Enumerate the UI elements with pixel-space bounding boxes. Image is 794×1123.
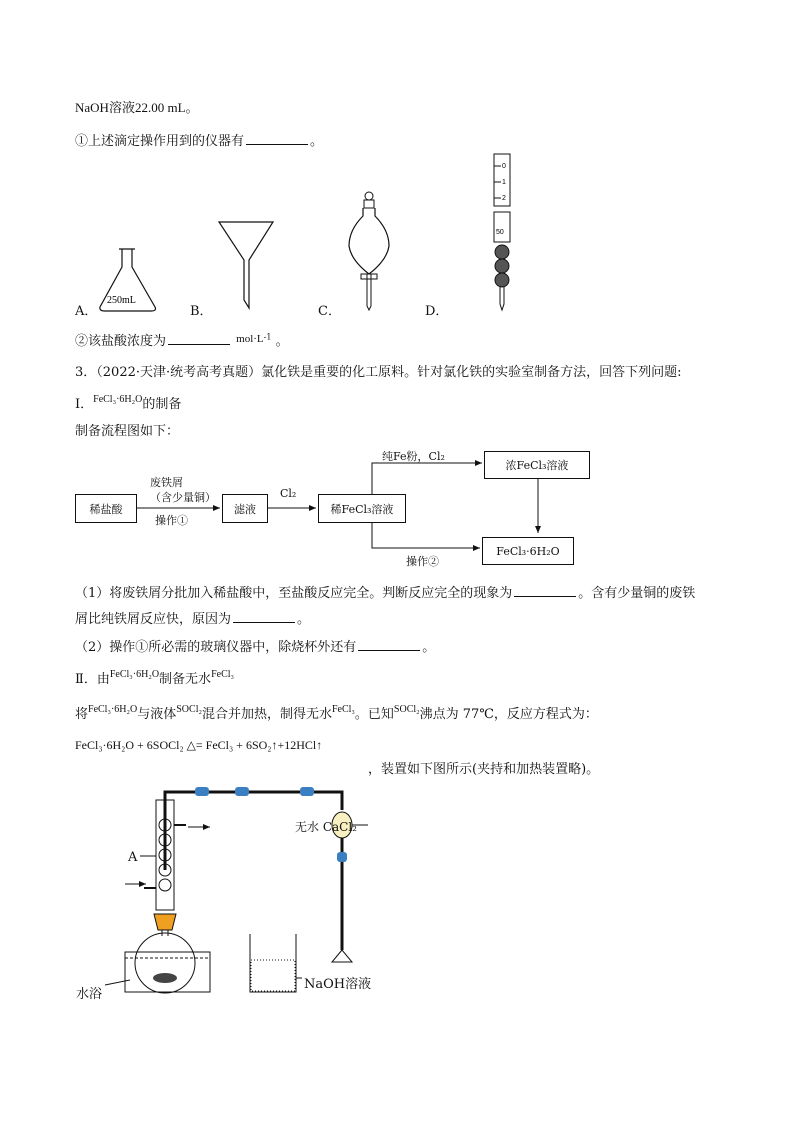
flow-node-dilute-acid: 稀盐酸 — [75, 494, 137, 523]
flow-intro: 制备流程图如下： — [75, 424, 180, 439]
flow-node-filtrate: 滤液 — [222, 494, 268, 523]
answer-blank[interactable] — [168, 332, 230, 345]
question-1-text-b: 。含有少量铜的废铁 — [578, 586, 696, 601]
question-1-text-c: 屑比纯铁屑反应快，原因为 — [75, 612, 232, 627]
section-2-text-b: 制备无水 — [159, 672, 212, 687]
question-1-text-a: （1）将废铁屑分批加入稀盐酸中，至盐酸反应完全。判断反应完全的现象为 — [75, 586, 513, 601]
option-b-label: B． — [190, 304, 213, 319]
answer-blank[interactable] — [233, 610, 295, 623]
line-naoh-volume — [75, 97, 199, 116]
period: 。 — [297, 612, 311, 627]
apparatus-diagram — [70, 780, 490, 1010]
mix-text-c: 混合并加热，制得无水 — [201, 707, 332, 722]
section-2-formula-1: FeCl₃·6H₂O — [109, 669, 160, 680]
burette-tick-50: 50 — [496, 229, 504, 236]
period: 。 — [275, 334, 289, 349]
volume-value: 22.00 mL — [134, 100, 186, 115]
reaction-equation: FeCl₃·6H₂O + 6SOCl₂ △= FeCl₃ + 6SO₂↑+12HCl↑ — [75, 738, 323, 752]
unit-exponent: -1 — [263, 332, 272, 342]
naoh-text: NaOH — [75, 100, 109, 115]
option-c-label: C． — [318, 304, 341, 319]
flow-node-dilute-fecl3: 稀FeCl₃溶液 — [318, 494, 406, 523]
separatory-funnel-icon — [345, 190, 395, 312]
section-2-heading — [75, 668, 234, 687]
answer-blank[interactable] — [358, 638, 420, 651]
mix-formula-2: SOCl₂ — [176, 704, 202, 715]
section-1-numeral: Ⅰ． — [75, 397, 94, 412]
question-1-line-a — [75, 582, 695, 601]
flow-reagent-iron-scrap: 废铁屑 — [150, 476, 183, 489]
mix-text-b: 与液体 — [137, 707, 177, 722]
flow-cl2-label: Cl₂ — [280, 487, 297, 500]
drying-agent-label: 无水 CaCl₂ — [295, 820, 357, 834]
section-1-formula: FeCl₃·6H₂O — [93, 394, 143, 405]
period: 。 — [185, 101, 199, 116]
flow-branch-pure-fe: 纯Fe粉，Cl₂ — [382, 450, 445, 463]
mix-description — [75, 703, 598, 722]
question-1-line-b — [75, 608, 310, 627]
naoh-solution-label: NaOH溶液 — [304, 977, 372, 992]
funnel-icon — [217, 220, 277, 312]
question-instruments — [75, 130, 323, 149]
unit-text: mol·L — [236, 333, 264, 345]
burette-tick-2: 2 — [502, 195, 506, 202]
burette-tick-1: 1 — [502, 179, 506, 186]
option-d-label: D． — [425, 304, 449, 319]
question-2-text: （2）操作①所必需的玻璃仪器中，除烧杯外还有 — [75, 640, 357, 655]
flow-op1-label: 操作① — [155, 514, 188, 527]
solution-text: 溶液 — [108, 101, 135, 116]
period: 。 — [310, 134, 324, 149]
section-1-heading — [75, 393, 181, 412]
question-2-line — [75, 636, 435, 655]
flow-node-concentrated-fecl3: 浓FeCl₃溶液 — [484, 451, 590, 479]
mix-text-d: 。已知 — [354, 707, 394, 722]
burette-tick-0: 0 — [502, 163, 506, 170]
flask-volume-label: 250mL — [107, 295, 136, 306]
erlenmeyer-flask-icon — [95, 245, 165, 313]
question-concentration — [75, 330, 289, 349]
mix-formula-3: FeCl₃ — [331, 704, 355, 715]
flow-op2-label: 操作② — [406, 555, 439, 568]
mix-formula-1: FeCl₃·6H₂O — [88, 704, 138, 715]
question-concentration-text: ②该盐酸浓度为 — [75, 334, 167, 349]
period: 。 — [422, 640, 436, 655]
mix-formula-4: SOCl₂ — [393, 704, 420, 715]
mix-text-e: 沸点为 77℃，反应方程式为： — [419, 707, 598, 722]
apparatus-note: ，装置如下图所示(夹持和加热装置略)。 — [368, 762, 600, 777]
flow-node-product: FeCl₃·6H₂O — [482, 537, 574, 565]
mix-text-a: 将 — [75, 707, 89, 722]
answer-blank[interactable] — [514, 584, 576, 597]
condenser-label-a: A — [128, 850, 138, 865]
option-a-label: A． — [75, 304, 98, 319]
section-2-formula-2: FeCl₃ — [211, 669, 234, 680]
water-bath-label: 水浴 — [76, 987, 103, 1002]
burette-icon — [488, 152, 518, 312]
section-1-text: 的制备 — [142, 397, 182, 412]
problem-3-heading: 3．（2022·天津·统考高考真题）氯化铁是重要的化工原料。针对氯化铁的实验室制备方法，回答下列问题: — [75, 365, 682, 380]
answer-blank[interactable] — [246, 132, 308, 145]
section-2-text-a: Ⅱ．由 — [75, 672, 110, 687]
flow-reagent-copper-note: （含少量铜） — [150, 491, 216, 504]
question-instruments-text: ①上述滴定操作用到的仪器有 — [75, 134, 245, 149]
